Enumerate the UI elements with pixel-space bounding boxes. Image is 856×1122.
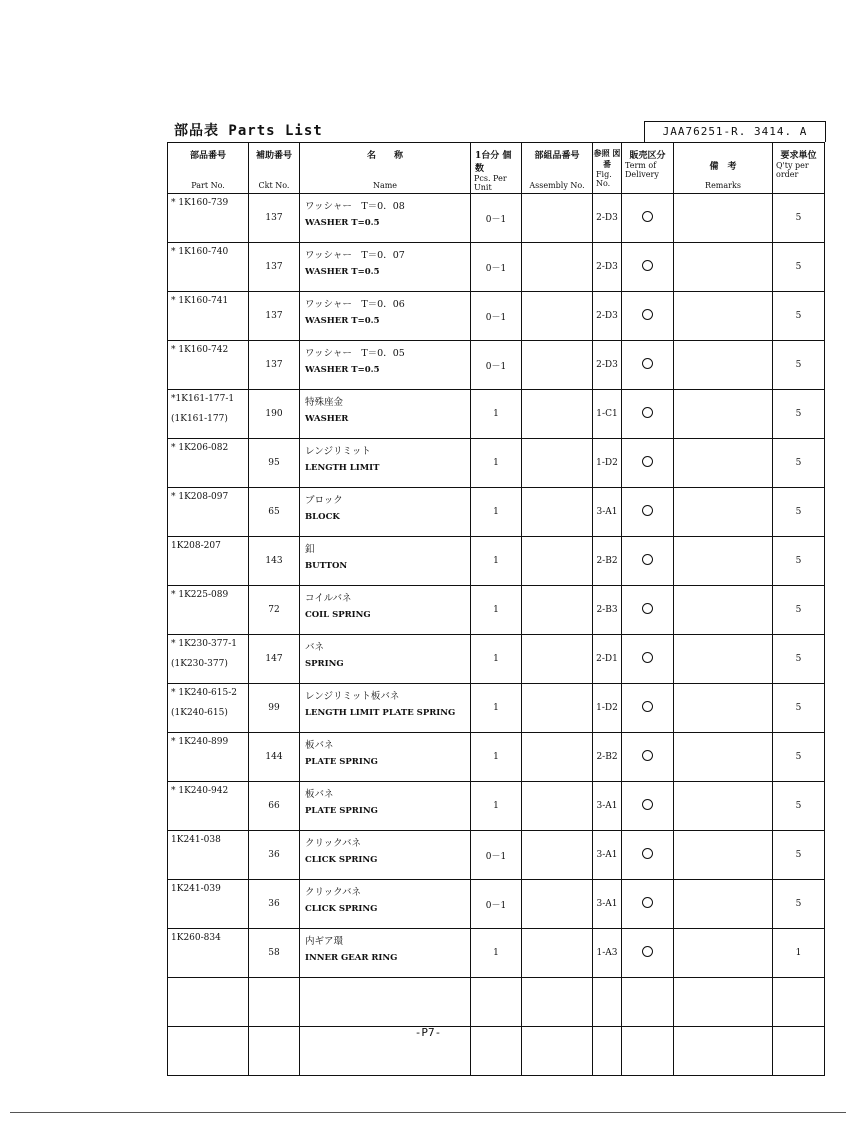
cell-term-of-delivery bbox=[622, 684, 674, 733]
name-en: WASHER T=0.5 bbox=[305, 267, 380, 277]
table-row bbox=[168, 782, 825, 831]
part-number: 1K260-834 bbox=[171, 933, 221, 943]
cell-fig-no: 2-B3 bbox=[593, 586, 622, 635]
table-row bbox=[168, 586, 825, 635]
table-row bbox=[168, 978, 825, 1027]
delivery-circle-icon bbox=[642, 701, 653, 712]
cell-fig-no: 3-A1 bbox=[593, 831, 622, 880]
table-row bbox=[168, 243, 825, 292]
cell-name bbox=[300, 341, 471, 390]
name-jp: レンジリミット bbox=[305, 446, 371, 457]
table-row bbox=[168, 929, 825, 978]
cell-ckt-no: 99 bbox=[249, 684, 300, 733]
table-row bbox=[168, 439, 825, 488]
cell-qty-per-order: 5 bbox=[773, 537, 825, 586]
cell-pcs-per-unit: 1 bbox=[471, 684, 522, 733]
parts-table bbox=[167, 142, 825, 1076]
cell-part-no bbox=[168, 439, 249, 488]
table-row bbox=[168, 733, 825, 782]
cell-remarks bbox=[674, 880, 773, 929]
table-row bbox=[168, 537, 825, 586]
header-term-of-delivery: 販売区分 Term of Delivery bbox=[622, 143, 674, 194]
name-jp: ブロック bbox=[305, 495, 343, 506]
cell-pcs-per-unit: 1 bbox=[471, 488, 522, 537]
delivery-circle-icon bbox=[642, 505, 653, 516]
name-jp: ワッシャー T＝0．05 bbox=[305, 348, 405, 359]
part-number-old: (1K230-377) bbox=[171, 659, 228, 669]
delivery-circle-icon bbox=[642, 211, 653, 222]
cell-fig-no: 1-D2 bbox=[593, 439, 622, 488]
cell-name bbox=[300, 537, 471, 586]
cell-remarks bbox=[674, 635, 773, 684]
cell-qty-per-order: 1 bbox=[773, 929, 825, 978]
cell-name bbox=[300, 390, 471, 439]
delivery-circle-icon bbox=[642, 603, 653, 614]
cell-name bbox=[300, 978, 471, 1027]
header-part-no: 部品番号 Part No. bbox=[168, 143, 249, 194]
table-row bbox=[168, 488, 825, 537]
cell-pcs-per-unit: 0－1 bbox=[471, 341, 522, 390]
part-number: * 1K160-741 bbox=[171, 296, 229, 306]
cell-assembly-no bbox=[522, 292, 593, 341]
name-en: LENGTH LIMIT bbox=[305, 463, 380, 473]
cell-ckt-no: 36 bbox=[249, 831, 300, 880]
cell-pcs-per-unit: 1 bbox=[471, 439, 522, 488]
table-header-row bbox=[168, 143, 825, 194]
cell-fig-no: 1-C1 bbox=[593, 390, 622, 439]
part-number: * 1K160-740 bbox=[171, 247, 229, 257]
cell-part-no bbox=[168, 292, 249, 341]
name-jp: ワッシャー T＝0．06 bbox=[305, 299, 405, 310]
cell-qty-per-order: 5 bbox=[773, 733, 825, 782]
cell-part-no bbox=[168, 733, 249, 782]
table-row bbox=[168, 292, 825, 341]
cell-assembly-no bbox=[522, 978, 593, 1027]
cell-pcs-per-unit: 0－1 bbox=[471, 880, 522, 929]
cell-part-no bbox=[168, 929, 249, 978]
cell-assembly-no bbox=[522, 194, 593, 243]
delivery-circle-icon bbox=[642, 652, 653, 663]
cell-pcs-per-unit: 0－1 bbox=[471, 292, 522, 341]
cell-assembly-no bbox=[522, 537, 593, 586]
cell-qty-per-order: 5 bbox=[773, 488, 825, 537]
document-number: JAA76251-R. 3414. A bbox=[644, 121, 826, 142]
part-number: * 1K230-377-1 bbox=[171, 639, 237, 649]
header-qty-per-order: 要求単位 Q'ty per order bbox=[773, 143, 825, 194]
cell-name bbox=[300, 831, 471, 880]
cell-ckt-no: 144 bbox=[249, 733, 300, 782]
table-row bbox=[168, 635, 825, 684]
name-en: WASHER T=0.5 bbox=[305, 365, 380, 375]
cell-pcs-per-unit: 1 bbox=[471, 390, 522, 439]
cell-remarks bbox=[674, 782, 773, 831]
name-jp: 内ギア環 bbox=[305, 936, 344, 947]
cell-assembly-no bbox=[522, 782, 593, 831]
cell-term-of-delivery bbox=[622, 194, 674, 243]
name-jp: ワッシャー T＝0．08 bbox=[305, 201, 405, 212]
cell-qty-per-order: 5 bbox=[773, 194, 825, 243]
cell-qty-per-order: 5 bbox=[773, 635, 825, 684]
header-ckt-no: 補助番号 Ckt No. bbox=[249, 143, 300, 194]
cell-remarks bbox=[674, 341, 773, 390]
cell-term-of-delivery bbox=[622, 880, 674, 929]
cell-term-of-delivery bbox=[622, 243, 674, 292]
part-number-old: (1K161-177) bbox=[171, 414, 228, 424]
cell-term-of-delivery bbox=[622, 831, 674, 880]
cell-remarks bbox=[674, 390, 773, 439]
name-en: CLICK SPRING bbox=[305, 855, 378, 865]
bottom-rule bbox=[10, 1112, 846, 1113]
cell-term-of-delivery bbox=[622, 537, 674, 586]
cell-assembly-no bbox=[522, 488, 593, 537]
cell-name bbox=[300, 733, 471, 782]
name-jp: レンジリミット板バネ bbox=[305, 691, 400, 702]
name-en: BLOCK bbox=[305, 512, 340, 522]
table-row bbox=[168, 194, 825, 243]
cell-fig-no: 2-D3 bbox=[593, 243, 622, 292]
cell-term-of-delivery bbox=[622, 635, 674, 684]
cell-pcs-per-unit: 0－1 bbox=[471, 831, 522, 880]
cell-remarks bbox=[674, 243, 773, 292]
part-number bbox=[171, 982, 245, 1002]
delivery-circle-icon bbox=[642, 309, 653, 320]
cell-qty-per-order: 5 bbox=[773, 831, 825, 880]
cell-remarks bbox=[674, 194, 773, 243]
cell-name bbox=[300, 194, 471, 243]
part-number: 1K241-038 bbox=[171, 835, 221, 845]
delivery-circle-icon bbox=[642, 848, 653, 859]
cell-term-of-delivery bbox=[622, 390, 674, 439]
page-number: -P7- bbox=[414, 1026, 442, 1039]
cell-qty-per-order: 5 bbox=[773, 292, 825, 341]
part-number: * 1K225-089 bbox=[171, 590, 229, 600]
header-fig-no: 参照 図番 Fig. No. bbox=[593, 143, 622, 194]
cell-term-of-delivery bbox=[622, 733, 674, 782]
cell-part-no bbox=[168, 243, 249, 292]
cell-remarks bbox=[674, 537, 773, 586]
cell-pcs-per-unit bbox=[471, 978, 522, 1027]
cell-ckt-no: 36 bbox=[249, 880, 300, 929]
name-jp bbox=[305, 982, 466, 1002]
name-en: BUTTON bbox=[305, 561, 348, 571]
cell-name bbox=[300, 782, 471, 831]
part-number: * 1K208-097 bbox=[171, 492, 229, 502]
cell-fig-no: 2-D1 bbox=[593, 635, 622, 684]
delivery-circle-icon bbox=[642, 407, 653, 418]
cell-ckt-no: 65 bbox=[249, 488, 300, 537]
cell-fig-no: 2-B2 bbox=[593, 733, 622, 782]
cell-qty-per-order: 5 bbox=[773, 586, 825, 635]
cell-pcs-per-unit: 1 bbox=[471, 782, 522, 831]
cell-part-no bbox=[168, 880, 249, 929]
cell-ckt-no: 137 bbox=[249, 194, 300, 243]
cell-qty-per-order bbox=[773, 978, 825, 1027]
cell-name bbox=[300, 292, 471, 341]
name-jp: 板バネ bbox=[305, 740, 334, 751]
cell-ckt-no: 190 bbox=[249, 390, 300, 439]
cell-ckt-no: 143 bbox=[249, 537, 300, 586]
part-number-old: (1K240-615) bbox=[171, 708, 228, 718]
cell-remarks bbox=[674, 733, 773, 782]
part-number: *1K161-177-1 bbox=[171, 394, 235, 404]
cell-qty-per-order: 5 bbox=[773, 684, 825, 733]
cell-name bbox=[300, 929, 471, 978]
cell-remarks bbox=[674, 439, 773, 488]
part-number: * 1K240-899 bbox=[171, 737, 229, 747]
cell-assembly-no bbox=[522, 341, 593, 390]
cell-term-of-delivery bbox=[622, 488, 674, 537]
header-name: 名 称 Name bbox=[300, 143, 471, 194]
cell-part-no bbox=[168, 635, 249, 684]
cell-qty-per-order: 5 bbox=[773, 243, 825, 292]
cell-pcs-per-unit: 1 bbox=[471, 537, 522, 586]
name-en: PLATE SPRING bbox=[305, 806, 378, 816]
cell-pcs-per-unit: 0－1 bbox=[471, 194, 522, 243]
cell-assembly-no bbox=[522, 831, 593, 880]
cell-term-of-delivery bbox=[622, 439, 674, 488]
cell-fig-no: 3-A1 bbox=[593, 880, 622, 929]
part-number: * 1K160-739 bbox=[171, 198, 229, 208]
cell-pcs-per-unit: 1 bbox=[471, 733, 522, 782]
header-assembly-no: 部組品番号 Assembly No. bbox=[522, 143, 593, 194]
cell-fig-no: 3-A1 bbox=[593, 488, 622, 537]
delivery-circle-icon bbox=[642, 456, 653, 467]
part-number: * 1K240-615-2 bbox=[171, 688, 237, 698]
table-row bbox=[168, 341, 825, 390]
name-jp: クリックバネ bbox=[305, 887, 362, 898]
cell-part-no bbox=[168, 390, 249, 439]
name-jp: コイルバネ bbox=[305, 593, 352, 604]
cell-ckt-no bbox=[249, 978, 300, 1027]
cell-part-no bbox=[168, 194, 249, 243]
cell-fig-no bbox=[593, 978, 622, 1027]
cell-term-of-delivery bbox=[622, 929, 674, 978]
cell-fig-no: 1-D2 bbox=[593, 684, 622, 733]
cell-qty-per-order: 5 bbox=[773, 439, 825, 488]
cell-pcs-per-unit: 1 bbox=[471, 586, 522, 635]
cell-assembly-no bbox=[522, 586, 593, 635]
delivery-circle-icon bbox=[642, 799, 653, 810]
cell-assembly-no bbox=[522, 880, 593, 929]
delivery-circle-icon bbox=[642, 358, 653, 369]
cell-assembly-no bbox=[522, 635, 593, 684]
cell-assembly-no bbox=[522, 684, 593, 733]
cell-ckt-no: 137 bbox=[249, 243, 300, 292]
header-remarks: 備 考 Remarks bbox=[674, 143, 773, 194]
cell-fig-no: 2-B2 bbox=[593, 537, 622, 586]
cell-part-no bbox=[168, 537, 249, 586]
cell-part-no bbox=[168, 978, 249, 1027]
cell-ckt-no: 72 bbox=[249, 586, 300, 635]
cell-assembly-no bbox=[522, 439, 593, 488]
name-en: LENGTH LIMIT PLATE SPRING bbox=[305, 708, 456, 718]
part-number: * 1K240-942 bbox=[171, 786, 229, 796]
cell-part-no bbox=[168, 488, 249, 537]
cell-remarks bbox=[674, 831, 773, 880]
cell-fig-no: 2-D3 bbox=[593, 341, 622, 390]
name-en: SPRING bbox=[305, 659, 344, 669]
cell-qty-per-order: 5 bbox=[773, 782, 825, 831]
name-jp: バネ bbox=[305, 642, 325, 653]
cell-qty-per-order: 5 bbox=[773, 880, 825, 929]
cell-remarks bbox=[674, 488, 773, 537]
cell-term-of-delivery bbox=[622, 341, 674, 390]
cell-fig-no: 2-D3 bbox=[593, 194, 622, 243]
page-title: 部品表 Parts List bbox=[174, 123, 323, 139]
name-en: WASHER T=0.5 bbox=[305, 218, 380, 228]
cell-remarks bbox=[674, 292, 773, 341]
cell-pcs-per-unit: 1 bbox=[471, 929, 522, 978]
cell-term-of-delivery bbox=[622, 292, 674, 341]
cell-assembly-no bbox=[522, 390, 593, 439]
cell-remarks bbox=[674, 978, 773, 1027]
cell-remarks bbox=[674, 929, 773, 978]
table-row bbox=[168, 684, 825, 733]
cell-pcs-per-unit: 0－1 bbox=[471, 243, 522, 292]
table-row bbox=[168, 390, 825, 439]
cell-qty-per-order: 5 bbox=[773, 390, 825, 439]
table-row bbox=[168, 831, 825, 880]
cell-term-of-delivery bbox=[622, 978, 674, 1027]
delivery-circle-icon bbox=[642, 946, 653, 957]
cell-assembly-no bbox=[522, 243, 593, 292]
delivery-circle-icon bbox=[642, 554, 653, 565]
name-en: PLATE SPRING bbox=[305, 757, 378, 767]
part-number: 1K241-039 bbox=[171, 884, 221, 894]
part-number: 1K208-207 bbox=[171, 541, 221, 551]
cell-qty-per-order: 5 bbox=[773, 341, 825, 390]
cell-name bbox=[300, 635, 471, 684]
cell-part-no bbox=[168, 782, 249, 831]
name-en: INNER GEAR RING bbox=[305, 953, 398, 963]
delivery-circle-icon bbox=[642, 750, 653, 761]
cell-ckt-no: 58 bbox=[249, 929, 300, 978]
name-en: WASHER T=0.5 bbox=[305, 316, 380, 326]
table-row bbox=[168, 880, 825, 929]
cell-name bbox=[300, 880, 471, 929]
name-jp: 板バネ bbox=[305, 789, 334, 800]
cell-term-of-delivery bbox=[622, 586, 674, 635]
cell-part-no bbox=[168, 684, 249, 733]
cell-ckt-no: 95 bbox=[249, 439, 300, 488]
cell-assembly-no bbox=[522, 929, 593, 978]
cell-name bbox=[300, 439, 471, 488]
cell-ckt-no: 137 bbox=[249, 292, 300, 341]
header-pcs-per-unit: 1台分 個 数 Pcs. Per Unit bbox=[471, 143, 522, 194]
name-jp: 特殊座金 bbox=[305, 397, 344, 408]
cell-fig-no: 3-A1 bbox=[593, 782, 622, 831]
cell-remarks bbox=[674, 586, 773, 635]
part-number: * 1K206-082 bbox=[171, 443, 229, 453]
cell-ckt-no: 66 bbox=[249, 782, 300, 831]
cell-name bbox=[300, 243, 471, 292]
name-en: CLICK SPRING bbox=[305, 904, 378, 914]
cell-part-no bbox=[168, 831, 249, 880]
cell-pcs-per-unit: 1 bbox=[471, 635, 522, 684]
cell-term-of-delivery bbox=[622, 782, 674, 831]
delivery-circle-icon bbox=[642, 260, 653, 271]
name-jp: 釦 bbox=[305, 544, 315, 555]
name-en: COIL SPRING bbox=[305, 610, 371, 620]
cell-remarks bbox=[674, 684, 773, 733]
name-jp: ワッシャー T＝0．07 bbox=[305, 250, 405, 261]
cell-assembly-no bbox=[522, 733, 593, 782]
delivery-circle-icon bbox=[642, 897, 653, 908]
name-en: WASHER bbox=[305, 414, 349, 424]
cell-ckt-no: 147 bbox=[249, 635, 300, 684]
part-number: * 1K160-742 bbox=[171, 345, 229, 355]
cell-name bbox=[300, 684, 471, 733]
cell-ckt-no: 137 bbox=[249, 341, 300, 390]
cell-fig-no: 1-A3 bbox=[593, 929, 622, 978]
name-jp: クリックバネ bbox=[305, 838, 362, 849]
cell-name bbox=[300, 488, 471, 537]
cell-fig-no: 2-D3 bbox=[593, 292, 622, 341]
cell-part-no bbox=[168, 586, 249, 635]
cell-part-no bbox=[168, 341, 249, 390]
cell-name bbox=[300, 586, 471, 635]
